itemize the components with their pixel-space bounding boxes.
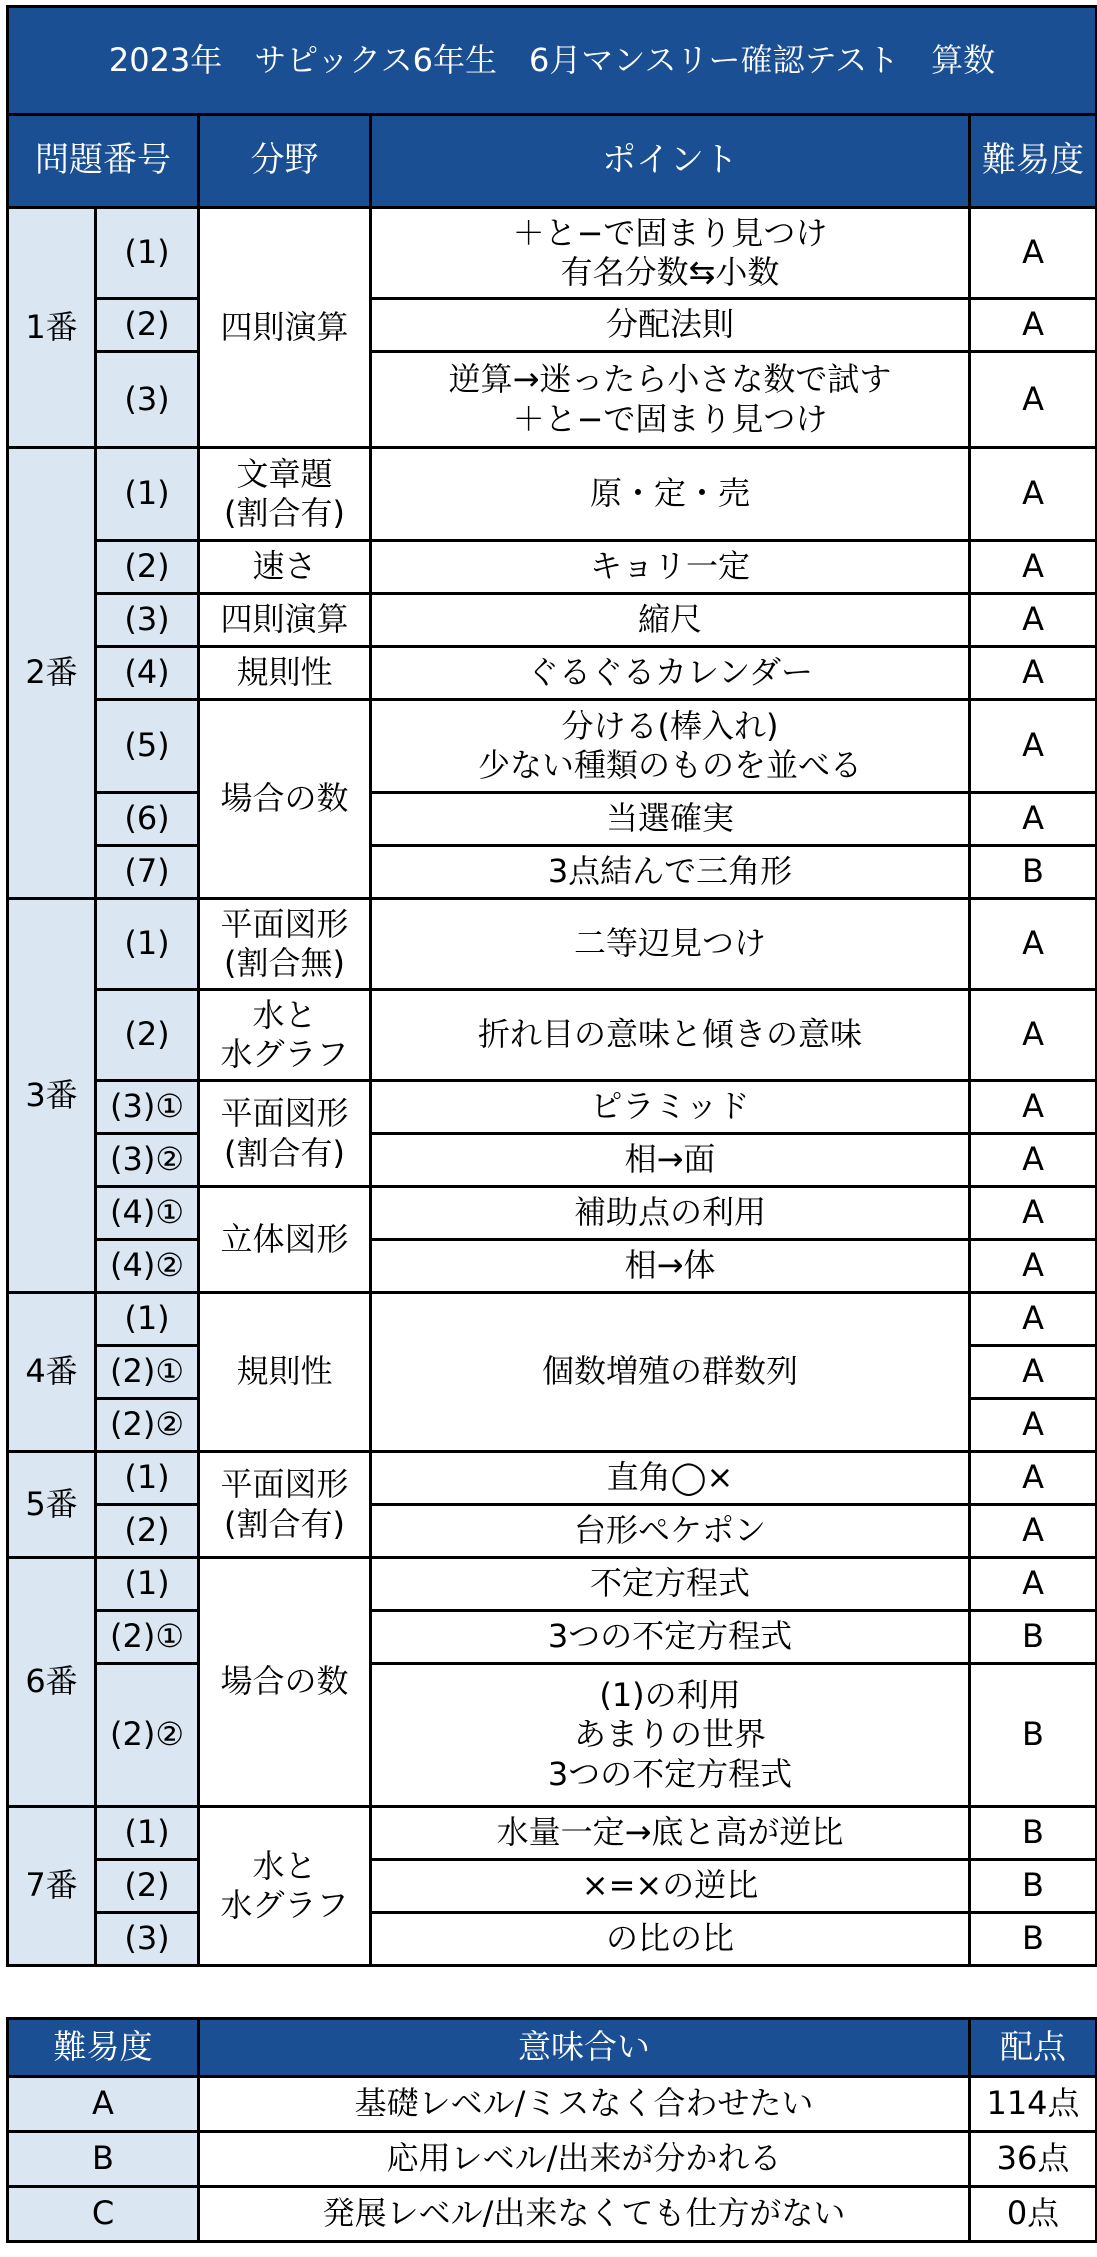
legend-meaning: 応用レベル/出来が分かれる	[199, 2132, 970, 2187]
grade-cell: A	[970, 448, 1097, 541]
analysis-table	[6, 5, 1097, 1967]
point-cell: 原・定・売	[371, 448, 970, 541]
legend-meaning: 発展レベル/出来なくても仕方がない	[199, 2187, 970, 2242]
sub-question: (3)	[96, 594, 199, 647]
sub-question: (2)	[96, 990, 199, 1081]
table-row	[8, 1664, 1097, 1807]
sub-question: (3)②	[96, 1134, 199, 1187]
point-cell: 縮尺	[371, 594, 970, 647]
legend-header-difficulty: 難易度	[8, 2019, 199, 2077]
grade-cell: A	[970, 899, 1097, 990]
field-cell: 四則演算	[199, 208, 371, 448]
sub-question: (1)	[96, 448, 199, 541]
sub-question: (4)②	[96, 1240, 199, 1293]
point-cell: 分ける(棒入れ) 少ない種類のものを並べる	[371, 700, 970, 793]
point-cell: 逆算→迷ったら小さな数で試す ＋と−で固まり見つけ	[371, 352, 970, 448]
legend-grade: A	[8, 2077, 199, 2132]
table-row	[8, 793, 1097, 846]
table-row	[8, 700, 1097, 793]
sub-question: (2)②	[96, 1664, 199, 1807]
sub-question: (2)②	[96, 1399, 199, 1452]
table-row	[8, 208, 1097, 299]
grade-cell: A	[970, 990, 1097, 1081]
grade-cell: A	[970, 647, 1097, 700]
table-row	[8, 1452, 1097, 1505]
header-point: ポイント	[371, 115, 970, 208]
sub-question: (3)	[96, 1913, 199, 1966]
sub-question: (2)①	[96, 1611, 199, 1664]
grade-cell: A	[970, 1240, 1097, 1293]
sub-question: (1)	[96, 208, 199, 299]
sub-question: (2)	[96, 1860, 199, 1913]
table-row	[8, 541, 1097, 594]
legend-row	[8, 2077, 1097, 2132]
point-cell: 分配法則	[371, 299, 970, 352]
point-cell: 3つの不定方程式	[371, 1611, 970, 1664]
grade-cell: A	[970, 299, 1097, 352]
table-row	[8, 299, 1097, 352]
sub-question: (1)	[96, 899, 199, 990]
field-cell: 規則性	[199, 1293, 371, 1452]
grade-cell: A	[970, 541, 1097, 594]
sub-question: (1)	[96, 1293, 199, 1346]
grade-cell: B	[970, 846, 1097, 899]
difficulty-legend-table	[6, 2017, 1097, 2243]
point-cell: 3点結んで三角形	[371, 846, 970, 899]
grade-cell: A	[970, 1081, 1097, 1134]
legend-score: 0点	[970, 2187, 1097, 2242]
legend-grade: B	[8, 2132, 199, 2187]
field-cell: 四則演算	[199, 594, 371, 647]
sub-question: (5)	[96, 700, 199, 793]
legend-meaning: 基礎レベル/ミスなく合わせたい	[199, 2077, 970, 2132]
table-row	[8, 1611, 1097, 1664]
sub-question: (1)	[96, 1452, 199, 1505]
sub-question: (4)①	[96, 1187, 199, 1240]
table-row	[8, 1240, 1097, 1293]
field-cell: 平面図形 (割合無)	[199, 899, 371, 990]
table-row	[8, 1807, 1097, 1860]
grade-cell: A	[970, 208, 1097, 299]
field-cell: 平面図形 (割合有)	[199, 1452, 371, 1558]
question-label: 3番	[8, 899, 96, 1293]
point-cell: 不定方程式	[371, 1558, 970, 1611]
grade-cell: B	[970, 1611, 1097, 1664]
grade-cell: A	[970, 1505, 1097, 1558]
grade-cell: A	[970, 1134, 1097, 1187]
grade-cell: B	[970, 1807, 1097, 1860]
header-question-number: 問題番号	[8, 115, 199, 208]
grade-cell: A	[970, 1293, 1097, 1346]
table-row	[8, 899, 1097, 990]
sub-question: (2)	[96, 299, 199, 352]
sub-question: (3)	[96, 352, 199, 448]
legend-header-meaning: 意味合い	[199, 2019, 970, 2077]
point-cell: 補助点の利用	[371, 1187, 970, 1240]
table-row	[8, 1860, 1097, 1913]
table-row	[8, 1081, 1097, 1134]
sub-question: (2)	[96, 1505, 199, 1558]
grade-cell: A	[970, 700, 1097, 793]
legend-score: 36点	[970, 2132, 1097, 2187]
header-field: 分野	[199, 115, 371, 208]
sub-question: (3)①	[96, 1081, 199, 1134]
point-cell: ピラミッド	[371, 1081, 970, 1134]
grade-cell: A	[970, 793, 1097, 846]
table-row	[8, 1558, 1097, 1611]
sub-question: (2)	[96, 541, 199, 594]
question-label: 1番	[8, 208, 96, 448]
question-label: 5番	[8, 1452, 96, 1558]
field-cell: 速さ	[199, 541, 371, 594]
field-cell: 文章題 (割合有)	[199, 448, 371, 541]
table-row	[8, 448, 1097, 541]
point-cell: 二等辺見つけ	[371, 899, 970, 990]
point-cell: キョリ一定	[371, 541, 970, 594]
table-row	[8, 352, 1097, 448]
table-row	[8, 647, 1097, 700]
point-cell: 直角◯×	[371, 1452, 970, 1505]
grade-cell: B	[970, 1913, 1097, 1966]
table-row	[8, 594, 1097, 647]
question-label: 4番	[8, 1293, 96, 1452]
sub-question: (4)	[96, 647, 199, 700]
legend-row	[8, 2132, 1097, 2187]
point-cell: ぐるぐるカレンダー	[371, 647, 970, 700]
sub-question: (1)	[96, 1558, 199, 1611]
point-cell: の比の比	[371, 1913, 970, 1966]
point-cell: ×=×の逆比	[371, 1860, 970, 1913]
point-cell: 当選確実	[371, 793, 970, 846]
field-cell: 場合の数	[199, 700, 371, 899]
point-cell: 個数増殖の群数列	[371, 1293, 970, 1452]
point-cell: (1)の利用 あまりの世界 3つの不定方程式	[371, 1664, 970, 1807]
point-cell: ＋と−で固まり見つけ 有名分数⇆小数	[371, 208, 970, 299]
question-label: 2番	[8, 448, 96, 899]
field-cell: 場合の数	[199, 1558, 371, 1807]
grade-cell: A	[970, 1558, 1097, 1611]
grade-cell: A	[970, 1452, 1097, 1505]
question-label: 7番	[8, 1807, 96, 1966]
table-row	[8, 1505, 1097, 1558]
table-row	[8, 990, 1097, 1081]
question-label: 6番	[8, 1558, 96, 1807]
sub-question: (7)	[96, 846, 199, 899]
point-cell: 折れ目の意味と傾きの意味	[371, 990, 970, 1081]
field-cell: 水と 水グラフ	[199, 990, 371, 1081]
field-cell: 規則性	[199, 647, 371, 700]
grade-cell: B	[970, 1664, 1097, 1807]
point-cell: 相→面	[371, 1134, 970, 1187]
sub-question: (2)①	[96, 1346, 199, 1399]
legend-header-score: 配点	[970, 2019, 1097, 2077]
table-row	[8, 846, 1097, 899]
table-row	[8, 1134, 1097, 1187]
legend-grade: C	[8, 2187, 199, 2242]
legend-row	[8, 2187, 1097, 2242]
grade-cell: A	[970, 594, 1097, 647]
legend-score: 114点	[970, 2077, 1097, 2132]
point-cell: 相→体	[371, 1240, 970, 1293]
sub-question: (1)	[96, 1807, 199, 1860]
table-row	[8, 1293, 1097, 1346]
table-row	[8, 1187, 1097, 1240]
field-cell: 水と 水グラフ	[199, 1807, 371, 1966]
header-difficulty: 難易度	[970, 115, 1097, 208]
sub-question: (6)	[96, 793, 199, 846]
table-row	[8, 1913, 1097, 1966]
grade-cell: A	[970, 1399, 1097, 1452]
grade-cell: A	[970, 352, 1097, 448]
point-cell: 台形ペケポン	[371, 1505, 970, 1558]
point-cell: 水量一定→底と高が逆比	[371, 1807, 970, 1860]
grade-cell: A	[970, 1346, 1097, 1399]
grade-cell: A	[970, 1187, 1097, 1240]
grade-cell: B	[970, 1860, 1097, 1913]
field-cell: 平面図形 (割合有)	[199, 1081, 371, 1187]
page-title: 2023年 サピックス6年生 6月マンスリー確認テスト 算数	[8, 7, 1097, 115]
field-cell: 立体図形	[199, 1187, 371, 1293]
